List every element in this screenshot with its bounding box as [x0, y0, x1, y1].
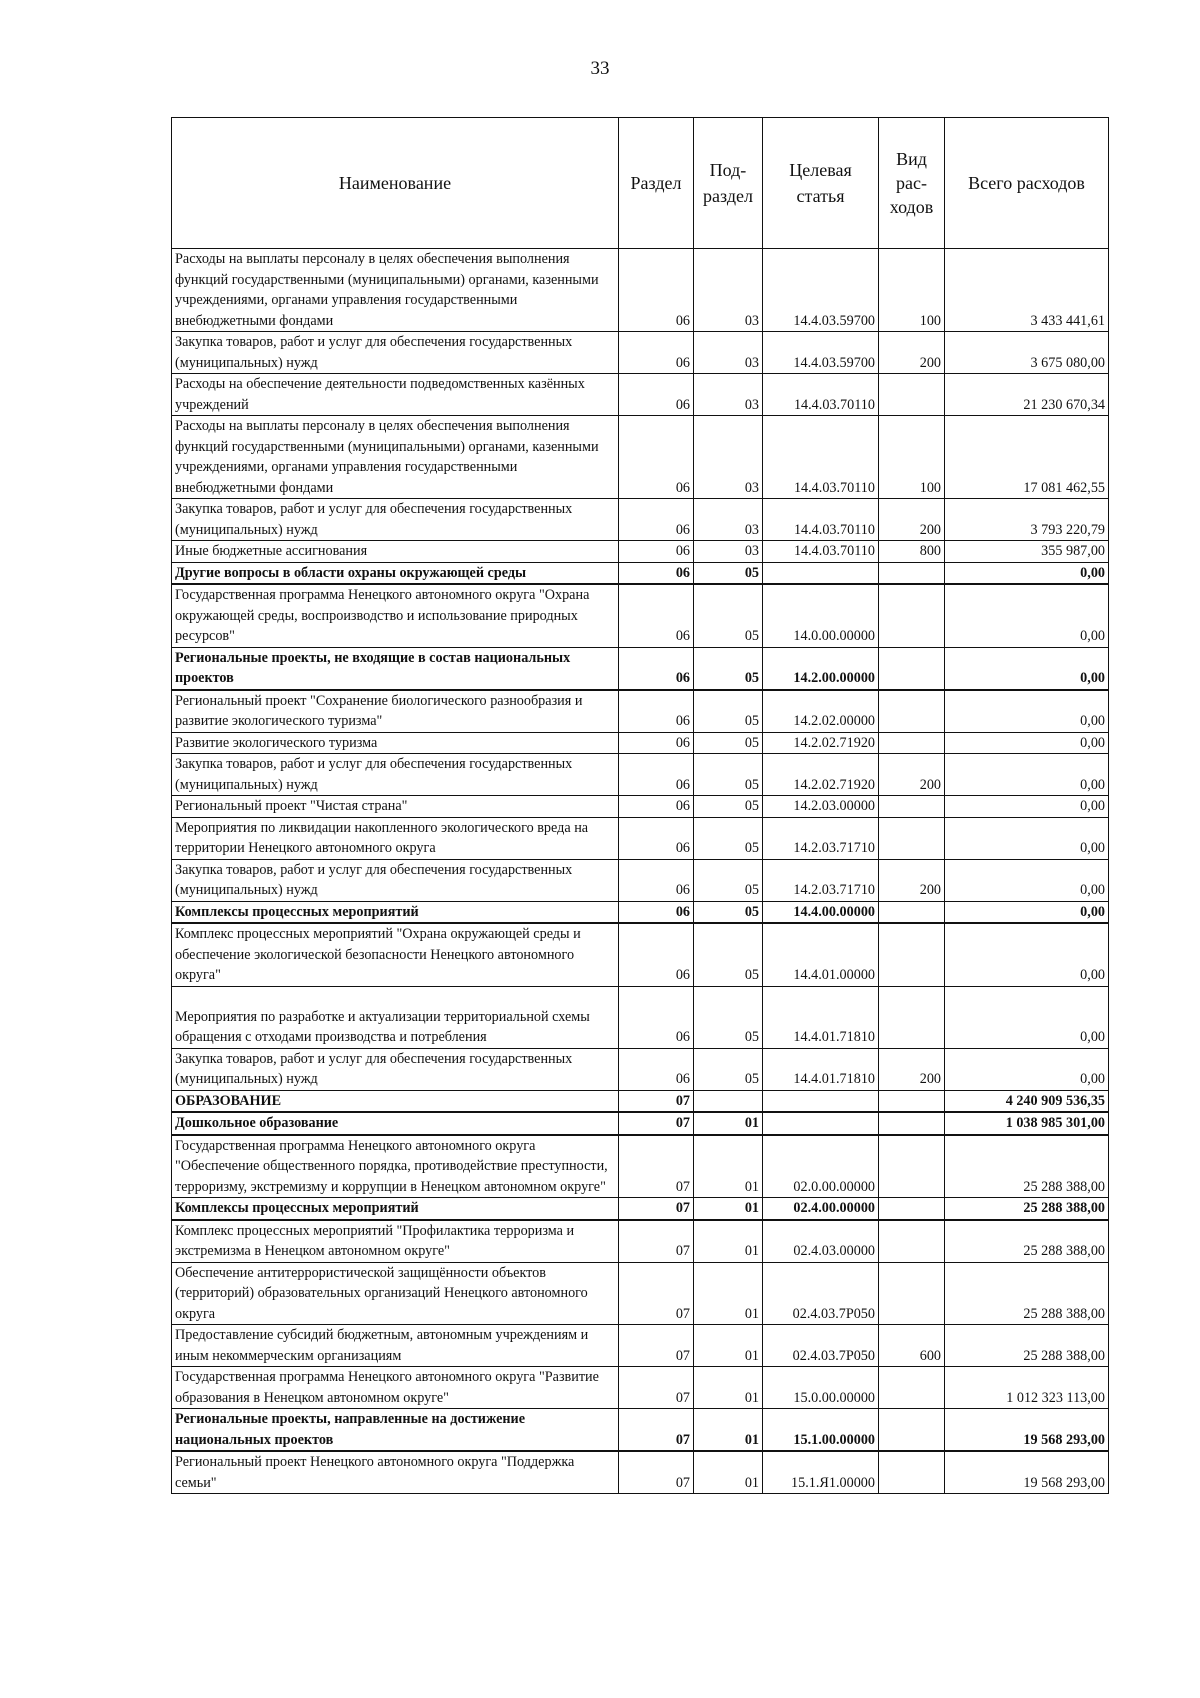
row-section: 07: [619, 1112, 694, 1135]
row-name: ОБРАЗОВАНИЕ: [172, 1090, 619, 1112]
row-total: 0,00: [945, 901, 1109, 923]
header-expense-type: Вид рас- ходов: [879, 118, 945, 249]
row-section: 07: [619, 1409, 694, 1452]
row-name: Развитие экологического туризма: [172, 732, 619, 754]
row-expense-type: [879, 1135, 945, 1198]
row-section: 06: [619, 647, 694, 690]
row-total: 21 230 670,34: [945, 374, 1109, 416]
table-header-row: [172, 118, 1109, 249]
row-section: 06: [619, 416, 694, 499]
row-expense-type: [879, 562, 945, 584]
row-total: 0,00: [945, 923, 1109, 986]
row-section: 07: [619, 1451, 694, 1494]
row-expense-type: [879, 1451, 945, 1494]
row-total: 19 568 293,00: [945, 1409, 1109, 1452]
row-section: 06: [619, 732, 694, 754]
row-subsection: [694, 1090, 763, 1112]
row-name: Мероприятия по разработке и актуализации территориальной схемы обращения с отходами производства и потребления: [172, 986, 619, 1048]
table-row: [172, 986, 1109, 1048]
row-section: 06: [619, 541, 694, 563]
row-total: 19 568 293,00: [945, 1451, 1109, 1494]
row-section: 06: [619, 817, 694, 859]
table-row: [172, 1262, 1109, 1325]
row-section: 07: [619, 1135, 694, 1198]
row-name: Комплексы процессных мероприятий: [172, 901, 619, 923]
row-article: 14.4.03.70110: [763, 499, 879, 541]
row-total: 3 675 080,00: [945, 332, 1109, 374]
table-row: [172, 1220, 1109, 1263]
table-row: [172, 923, 1109, 986]
row-article: 14.4.01.71810: [763, 986, 879, 1048]
row-subsection: 05: [694, 754, 763, 796]
row-total: 0,00: [945, 986, 1109, 1048]
row-total: 0,00: [945, 859, 1109, 901]
row-name: Комплексы процессных мероприятий: [172, 1198, 619, 1220]
row-subsection: 05: [694, 986, 763, 1048]
row-subsection: 03: [694, 499, 763, 541]
row-expense-type: 100: [879, 416, 945, 499]
table-row: [172, 1112, 1109, 1135]
table-row: [172, 1048, 1109, 1090]
row-article: 15.0.00.00000: [763, 1367, 879, 1409]
row-name: Закупка товаров, работ и услуг для обеспечения государственных (муниципальных) нужд: [172, 754, 619, 796]
row-section: 06: [619, 499, 694, 541]
row-section: 06: [619, 901, 694, 923]
row-name: Дошкольное образование: [172, 1112, 619, 1135]
row-subsection: 05: [694, 901, 763, 923]
row-name: Комплекс процессных мероприятий "Профилактика терроризма и экстремизма в Ненецком автономном округе": [172, 1220, 619, 1263]
row-total: 0,00: [945, 796, 1109, 818]
row-name: Комплекс процессных мероприятий "Охрана окружающей среды и обеспечение экологической безопасности Ненецкого автономного округа": [172, 923, 619, 986]
row-total: 0,00: [945, 732, 1109, 754]
row-name: Предоставление субсидий бюджетным, автономным учреждениям и иным некоммерческим организациям: [172, 1325, 619, 1367]
table-row: [172, 647, 1109, 690]
row-section: 06: [619, 584, 694, 647]
row-expense-type: [879, 986, 945, 1048]
header-subsection: Под- раздел: [694, 118, 763, 249]
table-row: [172, 416, 1109, 499]
row-subsection: 01: [694, 1220, 763, 1263]
row-name: Региональный проект "Сохранение биологического разнообразия и развитие экологического туризма": [172, 690, 619, 733]
row-expense-type: [879, 584, 945, 647]
table-row: [172, 690, 1109, 733]
row-section: 06: [619, 374, 694, 416]
row-total: 0,00: [945, 562, 1109, 584]
row-subsection: 01: [694, 1325, 763, 1367]
row-total: 0,00: [945, 754, 1109, 796]
row-total: 17 081 462,55: [945, 416, 1109, 499]
row-subsection: 05: [694, 817, 763, 859]
row-name: Государственная программа Ненецкого автономного округа "Развитие образования в Ненецком автономном округе": [172, 1367, 619, 1409]
row-expense-type: [879, 1090, 945, 1112]
row-subsection: 01: [694, 1262, 763, 1325]
row-subsection: 03: [694, 541, 763, 563]
row-total: 25 288 388,00: [945, 1325, 1109, 1367]
table-row: [172, 1135, 1109, 1198]
row-subsection: 01: [694, 1198, 763, 1220]
row-article: [763, 562, 879, 584]
row-subsection: 05: [694, 923, 763, 986]
row-expense-type: [879, 1367, 945, 1409]
row-expense-type: [879, 923, 945, 986]
row-article: 14.4.03.70110: [763, 541, 879, 563]
row-subsection: 05: [694, 584, 763, 647]
row-expense-type: 200: [879, 754, 945, 796]
table-row: [172, 1451, 1109, 1494]
row-expense-type: [879, 1409, 945, 1452]
header-section: Раздел: [619, 118, 694, 249]
row-expense-type: [879, 690, 945, 733]
row-subsection: 01: [694, 1112, 763, 1135]
row-article: [763, 1112, 879, 1135]
row-expense-type: [879, 817, 945, 859]
row-expense-type: 200: [879, 332, 945, 374]
budget-table: [171, 117, 1109, 1494]
row-article: 02.0.00.00000: [763, 1135, 879, 1198]
row-subsection: 03: [694, 416, 763, 499]
row-name: Другие вопросы в области охраны окружающей среды: [172, 562, 619, 584]
row-name: Закупка товаров, работ и услуг для обеспечения государственных (муниципальных) нужд: [172, 859, 619, 901]
row-article: 14.2.03.71710: [763, 817, 879, 859]
row-name: Региональный проект Ненецкого автономного округа "Поддержка семьи": [172, 1451, 619, 1494]
row-name: Закупка товаров, работ и услуг для обеспечения государственных (муниципальных) нужд: [172, 332, 619, 374]
row-article: 02.4.00.00000: [763, 1198, 879, 1220]
table-row: [172, 817, 1109, 859]
row-expense-type: [879, 1112, 945, 1135]
row-total: 3 433 441,61: [945, 249, 1109, 332]
row-expense-type: 100: [879, 249, 945, 332]
row-expense-type: [879, 1198, 945, 1220]
row-article: 02.4.03.7Р050: [763, 1262, 879, 1325]
row-name: Закупка товаров, работ и услуг для обеспечения государственных (муниципальных) нужд: [172, 499, 619, 541]
row-name: Обеспечение антитеррористической защищённости объектов (территорий) образовательных организаций Ненецкого автономного округа: [172, 1262, 619, 1325]
row-total: 25 288 388,00: [945, 1198, 1109, 1220]
row-article: 02.4.03.00000: [763, 1220, 879, 1263]
header-target-article: Целевая статья: [763, 118, 879, 249]
row-section: 07: [619, 1367, 694, 1409]
row-name: Государственная программа Ненецкого автономного округа "Обеспечение общественного порядка, противодействие преступности, терроризму, экстремизму и коррупции в Ненецком автономном округе": [172, 1135, 619, 1198]
row-article: 14.4.00.00000: [763, 901, 879, 923]
row-total: 0,00: [945, 1048, 1109, 1090]
row-article: 14.2.00.00000: [763, 647, 879, 690]
table-body: [172, 249, 1109, 1494]
row-total: 3 793 220,79: [945, 499, 1109, 541]
row-article: 14.4.01.00000: [763, 923, 879, 986]
table-row: [172, 374, 1109, 416]
row-subsection: 03: [694, 374, 763, 416]
row-section: 06: [619, 796, 694, 818]
row-subsection: 05: [694, 859, 763, 901]
table-row: [172, 562, 1109, 584]
row-subsection: 01: [694, 1367, 763, 1409]
row-total: 25 288 388,00: [945, 1220, 1109, 1263]
table-row: [172, 1325, 1109, 1367]
row-total: 1 012 323 113,00: [945, 1367, 1109, 1409]
table-row: [172, 1409, 1109, 1452]
row-expense-type: 200: [879, 499, 945, 541]
table-row: [172, 541, 1109, 563]
row-subsection: 01: [694, 1135, 763, 1198]
row-section: 07: [619, 1220, 694, 1263]
row-subsection: 05: [694, 796, 763, 818]
row-total: 25 288 388,00: [945, 1262, 1109, 1325]
row-article: 14.4.03.70110: [763, 374, 879, 416]
row-article: 14.4.01.71810: [763, 1048, 879, 1090]
row-total: 0,00: [945, 584, 1109, 647]
row-section: 07: [619, 1325, 694, 1367]
row-article: 14.0.00.00000: [763, 584, 879, 647]
row-subsection: 05: [694, 1048, 763, 1090]
row-article: 14.2.03.71710: [763, 859, 879, 901]
row-section: 06: [619, 1048, 694, 1090]
row-expense-type: [879, 1262, 945, 1325]
row-article: 14.2.02.71920: [763, 732, 879, 754]
row-name: Расходы на обеспечение деятельности подведомственных казённых учреждений: [172, 374, 619, 416]
row-subsection: 01: [694, 1409, 763, 1452]
row-article: 14.2.03.00000: [763, 796, 879, 818]
row-section: 06: [619, 923, 694, 986]
row-expense-type: [879, 1220, 945, 1263]
row-subsection: 05: [694, 690, 763, 733]
table-row: [172, 732, 1109, 754]
row-expense-type: [879, 732, 945, 754]
row-article: 14.2.02.00000: [763, 690, 879, 733]
row-expense-type: [879, 374, 945, 416]
row-section: 07: [619, 1198, 694, 1220]
row-section: 06: [619, 332, 694, 374]
row-name: Расходы на выплаты персоналу в целях обеспечения выполнения функций государственными (муниципальными) органами, казенными учреждениями, органами управления государственными внебюджетными фондами: [172, 249, 619, 332]
table-row: [172, 1198, 1109, 1220]
row-section: 06: [619, 562, 694, 584]
row-article: 15.1.Я1.00000: [763, 1451, 879, 1494]
row-expense-type: [879, 647, 945, 690]
row-total: 0,00: [945, 690, 1109, 733]
header-name: Наименование: [172, 118, 619, 249]
row-total: 1 038 985 301,00: [945, 1112, 1109, 1135]
row-subsection: 05: [694, 562, 763, 584]
row-expense-type: 600: [879, 1325, 945, 1367]
row-subsection: 03: [694, 249, 763, 332]
row-total: 0,00: [945, 817, 1109, 859]
row-article: 02.4.03.7Р050: [763, 1325, 879, 1367]
row-expense-type: [879, 796, 945, 818]
row-total: 0,00: [945, 647, 1109, 690]
row-expense-type: 200: [879, 859, 945, 901]
row-expense-type: 200: [879, 1048, 945, 1090]
row-total: 25 288 388,00: [945, 1135, 1109, 1198]
row-section: 06: [619, 690, 694, 733]
table-row: [172, 1367, 1109, 1409]
table-row: [172, 901, 1109, 923]
row-name: Расходы на выплаты персоналу в целях обеспечения выполнения функций государственными (муниципальными) органами, казенными учреждениями, органами управления государственными внебюджетными фондами: [172, 416, 619, 499]
row-section: 06: [619, 859, 694, 901]
row-article: 14.4.03.59700: [763, 249, 879, 332]
row-article: 14.2.02.71920: [763, 754, 879, 796]
row-expense-type: 800: [879, 541, 945, 563]
page-number: 33: [590, 58, 610, 79]
table-row: [172, 1090, 1109, 1112]
table-row: [172, 796, 1109, 818]
row-subsection: 05: [694, 647, 763, 690]
row-section: 07: [619, 1090, 694, 1112]
row-section: 06: [619, 986, 694, 1048]
row-name: Региональные проекты, направленные на достижение национальных проектов: [172, 1409, 619, 1452]
row-expense-type: [879, 901, 945, 923]
table-row: [172, 499, 1109, 541]
row-name: Региональные проекты, не входящие в состав национальных проектов: [172, 647, 619, 690]
row-section: 07: [619, 1262, 694, 1325]
table-row: [172, 249, 1109, 332]
row-total: 355 987,00: [945, 541, 1109, 563]
row-article: [763, 1090, 879, 1112]
row-subsection: 03: [694, 332, 763, 374]
row-name: Государственная программа Ненецкого автономного округа "Охрана окружающей среды, воспроизводство и использование природных ресурсов": [172, 584, 619, 647]
row-article: 15.1.00.00000: [763, 1409, 879, 1452]
row-article: 14.4.03.59700: [763, 332, 879, 374]
row-name: Региональный проект "Чистая страна": [172, 796, 619, 818]
row-name: Мероприятия по ликвидации накопленного экологического вреда на территории Ненецкого автономного округа: [172, 817, 619, 859]
table-row: [172, 332, 1109, 374]
row-section: 06: [619, 249, 694, 332]
row-name: Иные бюджетные ассигнования: [172, 541, 619, 563]
row-section: 06: [619, 754, 694, 796]
table-row: [172, 754, 1109, 796]
row-total: 4 240 909 536,35: [945, 1090, 1109, 1112]
header-total: Всего расходов: [945, 118, 1109, 249]
table-row: [172, 859, 1109, 901]
row-subsection: 05: [694, 732, 763, 754]
row-article: 14.4.03.70110: [763, 416, 879, 499]
row-name: Закупка товаров, работ и услуг для обеспечения государственных (муниципальных) нужд: [172, 1048, 619, 1090]
row-subsection: 01: [694, 1451, 763, 1494]
table-row: [172, 584, 1109, 647]
